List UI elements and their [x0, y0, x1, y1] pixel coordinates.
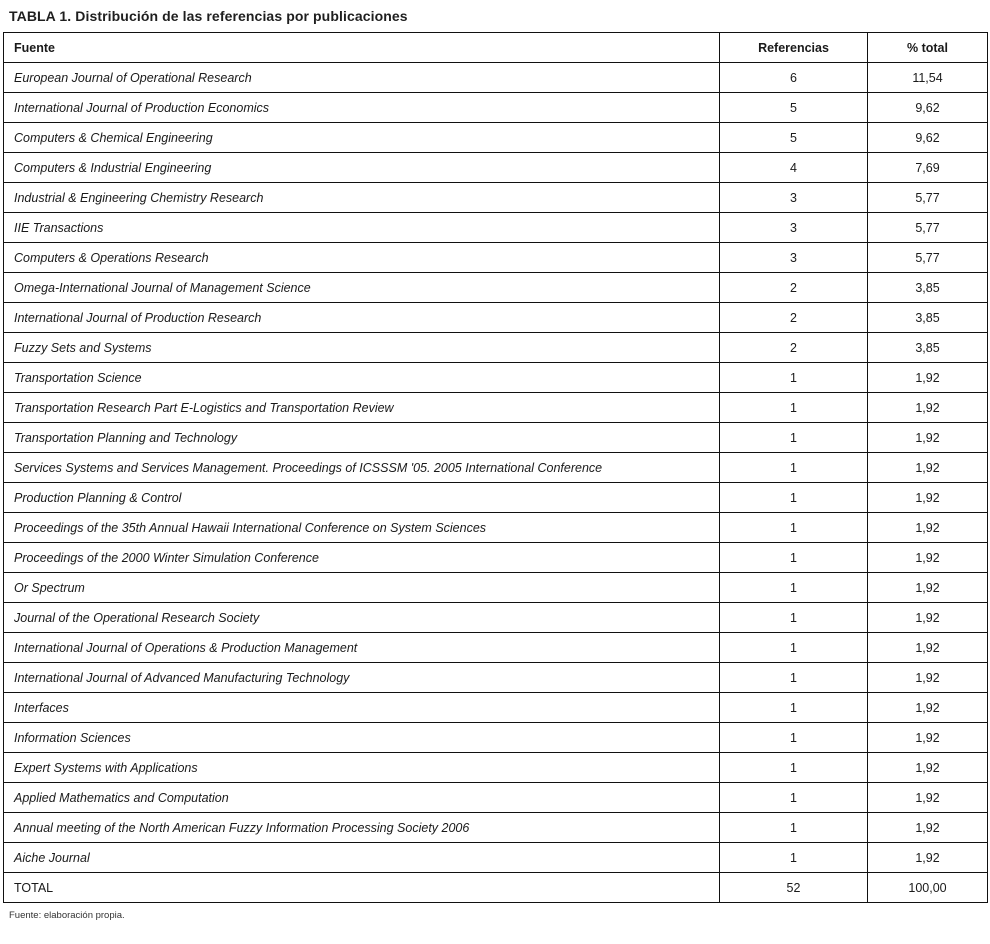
percent-total-cell: 1,92: [868, 423, 988, 453]
references-count-cell: 1: [720, 693, 868, 723]
source-cell: Computers & Chemical Engineering: [4, 123, 720, 153]
percent-total-cell: 7,69: [868, 153, 988, 183]
references-count-cell: 1: [720, 513, 868, 543]
source-cell: Interfaces: [4, 693, 720, 723]
references-count-cell: 2: [720, 273, 868, 303]
table-row: [4, 453, 988, 483]
references-count-cell: 1: [720, 363, 868, 393]
source-cell: Omega-International Journal of Management Science: [4, 273, 720, 303]
table-title-text: Distribución de las referencias por publicaciones: [75, 8, 408, 24]
source-cell: Proceedings of the 2000 Winter Simulation Conference: [4, 543, 720, 573]
references-count-cell: 1: [720, 573, 868, 603]
table-row: [4, 513, 988, 543]
references-count-cell: 2: [720, 303, 868, 333]
table-row: [4, 363, 988, 393]
references-count-cell: 1: [720, 393, 868, 423]
source-cell: Journal of the Operational Research Society: [4, 603, 720, 633]
source-cell: Industrial & Engineering Chemistry Research: [4, 183, 720, 213]
percent-total-cell: 5,77: [868, 183, 988, 213]
table-row: [4, 63, 988, 93]
table-row: [4, 813, 988, 843]
table-row: [4, 153, 988, 183]
references-count-cell: 5: [720, 123, 868, 153]
references-count-cell: 1: [720, 783, 868, 813]
source-cell: IIE Transactions: [4, 213, 720, 243]
source-cell: European Journal of Operational Research: [4, 63, 720, 93]
references-count-cell: 3: [720, 243, 868, 273]
references-count-cell: 1: [720, 813, 868, 843]
percent-total-cell: 1,92: [868, 603, 988, 633]
source-cell: International Journal of Production Research: [4, 303, 720, 333]
references-count-cell: 1: [720, 543, 868, 573]
references-count-cell: 1: [720, 603, 868, 633]
percent-total-cell: 3,85: [868, 273, 988, 303]
table-row: [4, 843, 988, 873]
table-row: [4, 393, 988, 423]
references-count-cell: 1: [720, 423, 868, 453]
percent-total-cell: 11,54: [868, 63, 988, 93]
references-count-cell: 3: [720, 213, 868, 243]
percent-total-cell: 100,00: [868, 873, 988, 903]
table-row: [4, 183, 988, 213]
references-count-cell: 2: [720, 333, 868, 363]
source-cell: Information Sciences: [4, 723, 720, 753]
references-count-cell: 1: [720, 663, 868, 693]
percent-total-cell: 1,92: [868, 633, 988, 663]
percent-total-cell: 1,92: [868, 363, 988, 393]
total-label-cell: TOTAL: [4, 873, 720, 903]
percent-total-cell: 9,62: [868, 93, 988, 123]
table-row: [4, 273, 988, 303]
percent-total-cell: 1,92: [868, 753, 988, 783]
source-cell: Computers & Industrial Engineering: [4, 153, 720, 183]
table-row: [4, 423, 988, 453]
references-count-cell: 52: [720, 873, 868, 903]
table-body: [4, 63, 988, 903]
table-row: [4, 603, 988, 633]
source-cell: Applied Mathematics and Computation: [4, 783, 720, 813]
percent-total-cell: 1,92: [868, 483, 988, 513]
table-row: [4, 723, 988, 753]
references-count-cell: 1: [720, 753, 868, 783]
source-cell: Fuzzy Sets and Systems: [4, 333, 720, 363]
percent-total-cell: 9,62: [868, 123, 988, 153]
percent-total-cell: 1,92: [868, 843, 988, 873]
percent-total-cell: 3,85: [868, 333, 988, 363]
table-row: [4, 213, 988, 243]
percent-total-cell: 1,92: [868, 573, 988, 603]
table-row: [4, 783, 988, 813]
source-cell: International Journal of Production Economics: [4, 93, 720, 123]
table-row: [4, 633, 988, 663]
total-row: [4, 873, 988, 903]
percent-total-cell: 1,92: [868, 543, 988, 573]
table-row: [4, 573, 988, 603]
references-count-cell: 1: [720, 453, 868, 483]
table-row: [4, 93, 988, 123]
references-count-cell: 1: [720, 483, 868, 513]
table-number-label: TABLA 1.: [9, 8, 72, 24]
percent-total-cell: 1,92: [868, 723, 988, 753]
column-header-fuente: Fuente: [4, 33, 720, 63]
column-header-pct-total: % total: [868, 33, 988, 63]
source-cell: Aiche Journal: [4, 843, 720, 873]
source-cell: Transportation Planning and Technology: [4, 423, 720, 453]
source-cell: Transportation Science: [4, 363, 720, 393]
table-title: [9, 8, 987, 24]
source-cell: Proceedings of the 35th Annual Hawaii International Conference on System Sciences: [4, 513, 720, 543]
references-count-cell: 5: [720, 93, 868, 123]
header-row: [4, 33, 988, 63]
percent-total-cell: 1,92: [868, 453, 988, 483]
percent-total-cell: 1,92: [868, 393, 988, 423]
references-count-cell: 1: [720, 723, 868, 753]
references-count-cell: 1: [720, 843, 868, 873]
source-cell: Annual meeting of the North American Fuzzy Information Processing Society 2006: [4, 813, 720, 843]
references-count-cell: 4: [720, 153, 868, 183]
source-cell: Production Planning & Control: [4, 483, 720, 513]
percent-total-cell: 3,85: [868, 303, 988, 333]
source-cell: Expert Systems with Applications: [4, 753, 720, 783]
percent-total-cell: 1,92: [868, 783, 988, 813]
references-count-cell: 6: [720, 63, 868, 93]
column-header-referencias: Referencias: [720, 33, 868, 63]
table-row: [4, 693, 988, 723]
source-cell: Or Spectrum: [4, 573, 720, 603]
source-cell: Computers & Operations Research: [4, 243, 720, 273]
table-row: [4, 123, 988, 153]
table-row: [4, 333, 988, 363]
references-table: [3, 32, 988, 903]
percent-total-cell: 1,92: [868, 663, 988, 693]
percent-total-cell: 5,77: [868, 213, 988, 243]
table-row: [4, 303, 988, 333]
table-row: [4, 753, 988, 783]
source-note: Fuente: elaboración propia.: [9, 910, 125, 921]
table-row: [4, 663, 988, 693]
table-row: [4, 483, 988, 513]
source-cell: Services Systems and Services Management. Proceedings of ICSSSM '05. 2005 International Conference: [4, 453, 720, 483]
percent-total-cell: 5,77: [868, 243, 988, 273]
source-cell: International Journal of Advanced Manufacturing Technology: [4, 663, 720, 693]
source-cell: International Journal of Operations & Production Management: [4, 633, 720, 663]
references-count-cell: 1: [720, 633, 868, 663]
references-count-cell: 3: [720, 183, 868, 213]
percent-total-cell: 1,92: [868, 693, 988, 723]
source-cell: Transportation Research Part E-Logistics and Transportation Review: [4, 393, 720, 423]
table-row: [4, 543, 988, 573]
table-row: [4, 243, 988, 273]
percent-total-cell: 1,92: [868, 813, 988, 843]
percent-total-cell: 1,92: [868, 513, 988, 543]
